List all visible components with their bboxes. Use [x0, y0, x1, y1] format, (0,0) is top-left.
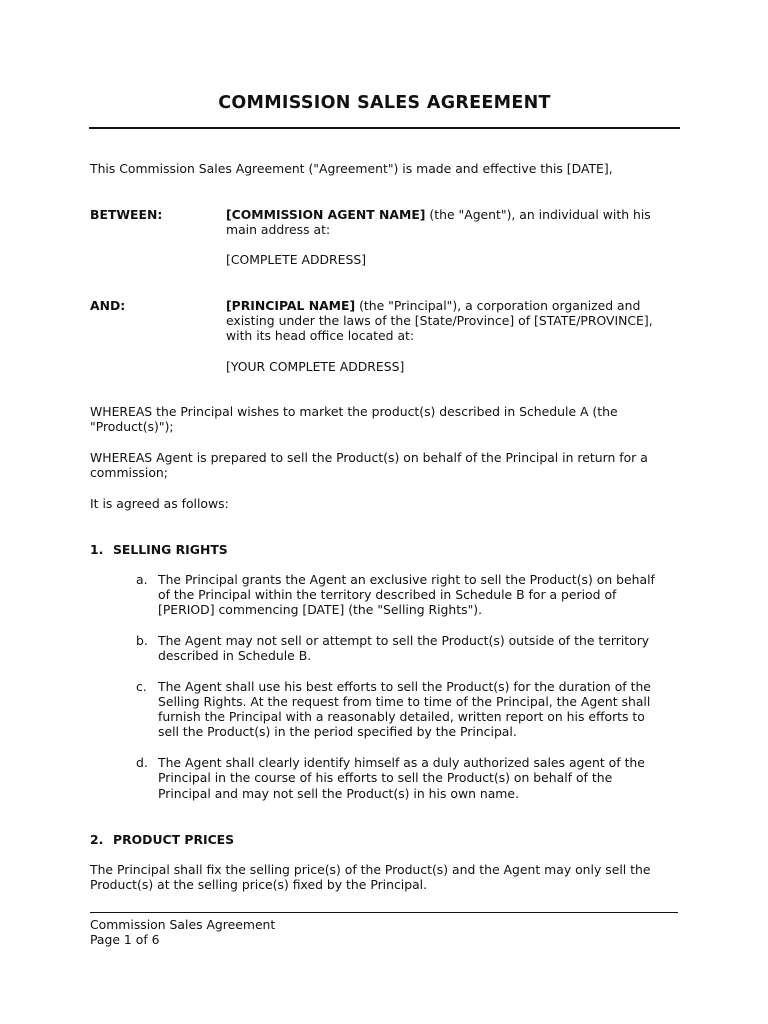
list-item-line: Selling Rights. At the request from time to time of the Principal, the Agent shall [158, 694, 651, 709]
footer-divider [90, 912, 678, 913]
list-item-letter: a. [136, 572, 148, 587]
section-2-title: PRODUCT PRICES [113, 832, 235, 847]
principal-text-line-1: (the "Principal"), a corporation organized and [355, 298, 641, 313]
title-underline [89, 127, 680, 129]
agent-text-line-2: main address at: [226, 222, 331, 237]
intro-paragraph: This Commission Sales Agreement ("Agreement") is made and effective this [DATE], [90, 161, 613, 176]
section-2-number: 2. [90, 832, 104, 847]
list-item-line: furnish the Principal with a reasonably detailed, written report on his efforts to [158, 709, 645, 724]
between-label: BETWEEN: [90, 207, 163, 222]
list-item-line: of the Principal within the territory described in Schedule B for a period of [158, 587, 617, 602]
list-item-line: described in Schedule B. [158, 648, 312, 663]
list-item-letter: c. [136, 679, 147, 694]
list-item-line: The Principal grants the Agent an exclusive right to sell the Product(s) on behalf [158, 572, 655, 587]
whereas-1-line-2: "Product(s)"); [90, 419, 174, 434]
section-2-body-line-1: The Principal shall fix the selling price(s) of the Product(s) and the Agent may only sell the [90, 862, 651, 877]
agent-party-text [226, 207, 686, 222]
whereas-2-line-1: WHEREAS Agent is prepared to sell the Product(s) on behalf of the Principal in return for a [90, 450, 648, 465]
principal-text-line-3: with its head office located at: [226, 328, 415, 343]
agent-address: [COMPLETE ADDRESS] [226, 252, 367, 267]
agent-name: [COMMISSION AGENT NAME] [226, 207, 426, 222]
list-item-line: The Agent may not sell or attempt to sell the Product(s) outside of the territory [158, 633, 650, 648]
list-item-letter: d. [136, 755, 148, 770]
section-1-title: SELLING RIGHTS [113, 542, 228, 557]
list-item-line: Principal in the course of his efforts to sell the Product(s) on behalf of the [158, 770, 613, 785]
footer-document-name: Commission Sales Agreement [90, 917, 276, 932]
list-item-line: The Agent shall use his best efforts to sell the Product(s) for the duration of the [158, 679, 651, 694]
list-item-line: The Agent shall clearly identify himself as a duly authorized sales agent of the [158, 755, 645, 770]
whereas-2-line-2: commission; [90, 465, 168, 480]
list-item-line: Principal and may not sell the Product(s) in his own name. [158, 786, 519, 801]
section-2-body-line-2: Product(s) at the selling price(s) fixed by the Principal. [90, 877, 428, 892]
list-item-letter: b. [136, 633, 148, 648]
principal-name: [PRINCIPAL NAME] [226, 298, 356, 313]
document-title: COMMISSION SALES AGREEMENT [218, 93, 551, 113]
section-1-number: 1. [90, 542, 104, 557]
principal-text-line-2: existing under the laws of the [State/Province] of [STATE/PROVINCE], [226, 313, 653, 328]
principal-party-text [226, 298, 686, 313]
section-2-heading [90, 832, 234, 847]
footer-page-number: Page 1 of 6 [90, 932, 160, 947]
principal-address: [YOUR COMPLETE ADDRESS] [226, 359, 405, 374]
whereas-1-line-1: WHEREAS the Principal wishes to market the product(s) described in Schedule A (the [90, 404, 618, 419]
agreed-line: It is agreed as follows: [90, 496, 229, 511]
agent-text-line-1: (the "Agent"), an individual with his [425, 207, 651, 222]
section-1-heading [90, 542, 228, 557]
list-item-line: [PERIOD] commencing [DATE] (the "Selling Rights"). [158, 602, 483, 617]
and-label: AND: [90, 298, 126, 313]
list-item-line: sell the Product(s) in the period specified by the Principal. [158, 724, 517, 739]
